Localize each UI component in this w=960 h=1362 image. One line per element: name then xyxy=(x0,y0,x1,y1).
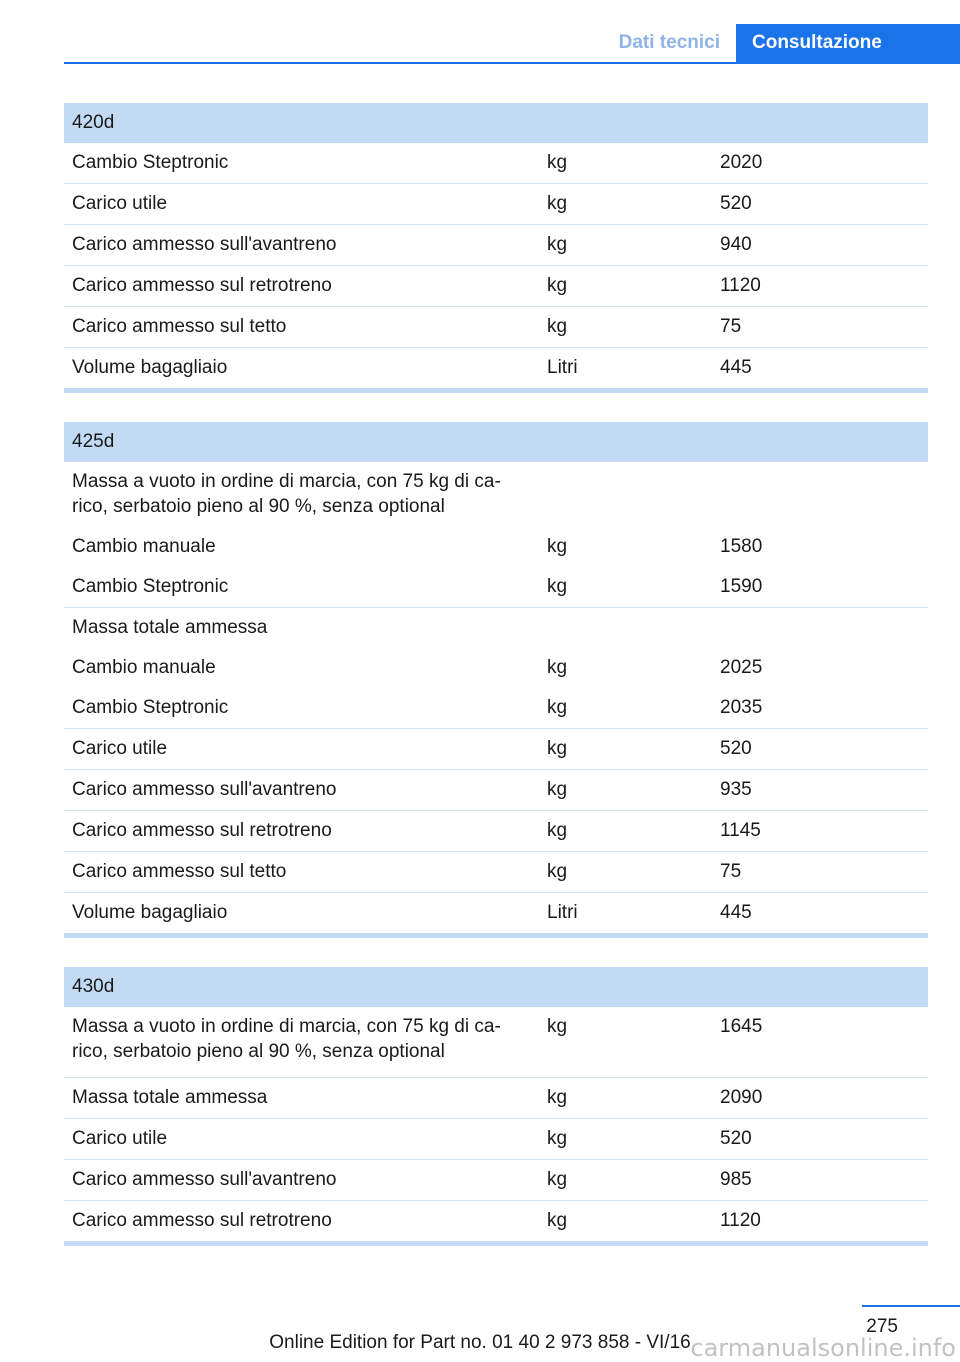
spec-table-420d xyxy=(64,103,928,393)
table-row xyxy=(64,688,928,729)
row-label: Carico ammesso sull'avantreno xyxy=(64,1160,539,1201)
row-unit: kg xyxy=(539,567,712,608)
row-unit: kg xyxy=(539,729,712,770)
table-model-heading: 420d xyxy=(64,103,928,143)
row-label-line: Massa a vuoto in ordine di marcia, con 75 kg di ca- xyxy=(72,1016,501,1037)
row-label-line: rico, serbatoio pieno al 90 %, senza optional xyxy=(72,496,445,517)
row-label: Massa totale ammessa xyxy=(72,617,268,638)
row-value: 935 xyxy=(712,770,928,811)
row-value: 1590 xyxy=(712,567,928,608)
row-label: Cambio manuale xyxy=(72,536,216,557)
row-label: Carico utile xyxy=(64,1119,539,1160)
row-value: 940 xyxy=(712,225,928,266)
table-row xyxy=(64,608,928,649)
row-value: 445 xyxy=(720,902,752,923)
table-row xyxy=(64,770,928,811)
row-label: Carico ammesso sull'avantreno xyxy=(64,225,539,266)
row-label: Cambio Steptronic xyxy=(64,567,539,608)
watermark: carmanualsonline.info xyxy=(690,1334,956,1362)
table-row xyxy=(64,811,928,852)
row-unit: kg xyxy=(547,657,568,678)
table-row xyxy=(64,527,928,567)
row-unit: kg xyxy=(547,536,568,557)
row-unit: kg xyxy=(539,1078,712,1119)
row-unit: kg xyxy=(539,266,712,307)
table-row xyxy=(64,567,928,608)
row-unit: kg xyxy=(539,1160,712,1201)
row-unit: kg xyxy=(539,1119,712,1160)
row-unit xyxy=(539,462,712,527)
row-label: Carico ammesso sul retrotreno xyxy=(64,811,539,852)
row-unit: kg xyxy=(539,225,712,266)
row-label-line: rico, serbatoio pieno al 90 %, senza optional xyxy=(72,1041,445,1062)
row-value: 2025 xyxy=(720,657,763,678)
table-row xyxy=(64,648,928,688)
table-row xyxy=(64,266,928,307)
row-value: 985 xyxy=(712,1160,928,1201)
row-label-line: Massa a vuoto in ordine di marcia, con 75 kg di ca- xyxy=(72,471,501,492)
table-row xyxy=(64,225,928,266)
row-unit: Litri xyxy=(547,902,578,923)
table-row xyxy=(64,348,928,391)
table-model-heading: 430d xyxy=(64,967,928,1007)
row-label xyxy=(64,462,539,527)
table-row xyxy=(64,852,928,893)
spec-table-430d xyxy=(64,967,928,1246)
table-row xyxy=(64,1201,928,1244)
row-unit: kg xyxy=(539,688,712,729)
row-label: Carico ammesso sul tetto xyxy=(64,852,539,893)
row-value: 2035 xyxy=(712,688,928,729)
table-row xyxy=(64,893,928,936)
row-value: 1145 xyxy=(712,811,928,852)
row-value: 2090 xyxy=(712,1078,928,1119)
spec-table-425d xyxy=(64,422,928,938)
row-label: Carico utile xyxy=(64,184,539,225)
row-value xyxy=(712,462,928,527)
row-value: 1580 xyxy=(720,536,763,557)
row-unit: kg xyxy=(539,1007,712,1078)
row-label: Massa totale ammessa xyxy=(64,1078,539,1119)
chapter-tab: Consultazione xyxy=(736,24,960,62)
row-label: Carico ammesso sul retrotreno xyxy=(64,266,539,307)
spec-tables xyxy=(64,103,928,1275)
table-row xyxy=(64,1007,928,1078)
row-label: Volume bagagliaio xyxy=(72,902,228,923)
row-value: 520 xyxy=(712,729,928,770)
table-model-heading: 425d xyxy=(64,422,928,462)
row-value xyxy=(712,608,928,649)
table-row xyxy=(64,184,928,225)
row-unit: kg xyxy=(539,184,712,225)
row-unit xyxy=(539,608,712,649)
row-unit: Litri xyxy=(547,357,578,378)
row-value: 75 xyxy=(712,307,928,348)
row-value: 1120 xyxy=(712,266,928,307)
row-unit: kg xyxy=(539,811,712,852)
row-unit: kg xyxy=(547,1210,568,1231)
table-row xyxy=(64,462,928,527)
row-value: 1120 xyxy=(720,1210,761,1231)
row-label: Carico ammesso sul tetto xyxy=(64,307,539,348)
row-value: 75 xyxy=(712,852,928,893)
row-label: Carico ammesso sul retrotreno xyxy=(72,1210,332,1231)
row-value: 520 xyxy=(712,184,928,225)
table-row xyxy=(64,729,928,770)
row-label: Cambio Steptronic xyxy=(64,143,539,184)
row-label xyxy=(64,1007,539,1078)
row-label: Carico utile xyxy=(64,729,539,770)
row-label: Cambio manuale xyxy=(72,657,216,678)
page-number-rule xyxy=(862,1305,960,1307)
table-row xyxy=(64,1160,928,1201)
row-unit: kg xyxy=(539,307,712,348)
row-value: 1645 xyxy=(712,1007,928,1078)
page-number: 275 xyxy=(866,1316,898,1337)
row-label: Cambio Steptronic xyxy=(64,688,539,729)
row-label: Volume bagagliaio xyxy=(72,357,228,378)
page-header xyxy=(64,24,960,64)
row-label: Carico ammesso sull'avantreno xyxy=(64,770,539,811)
table-row xyxy=(64,143,928,184)
section-tab: Dati tecnici xyxy=(618,32,720,53)
row-unit: kg xyxy=(539,852,712,893)
row-value: 2020 xyxy=(712,143,928,184)
table-row xyxy=(64,307,928,348)
row-unit: kg xyxy=(539,143,712,184)
row-value: 520 xyxy=(712,1119,928,1160)
table-row xyxy=(64,1078,928,1119)
row-unit: kg xyxy=(539,770,712,811)
row-value: 445 xyxy=(720,357,752,378)
table-row xyxy=(64,1119,928,1160)
edition-footer: Online Edition for Part no. 01 40 2 973 858 - VI/16 xyxy=(269,1332,691,1353)
